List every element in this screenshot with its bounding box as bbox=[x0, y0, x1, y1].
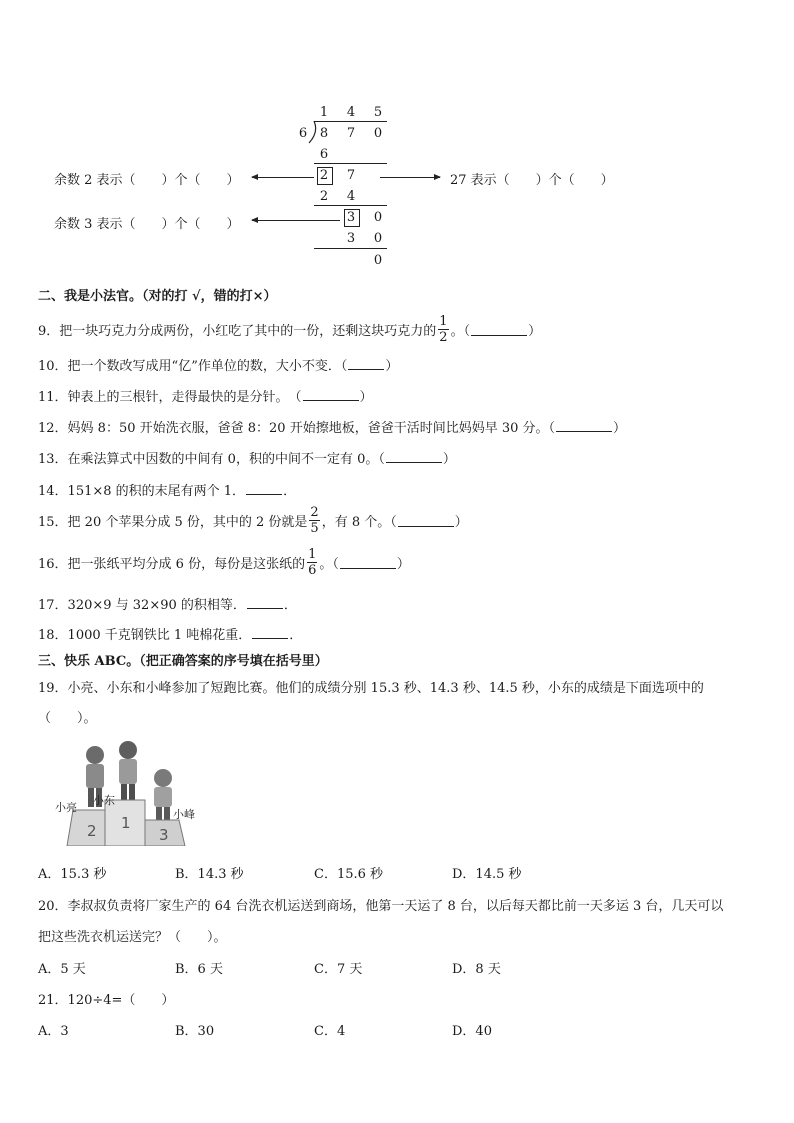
division-bar bbox=[314, 121, 387, 122]
remainder-digit: 3 bbox=[346, 210, 356, 225]
question-16: 16．把一张纸平均分成 6 份，每份是这张纸的 $\frac{1}{6}$ 。（ ） bbox=[38, 547, 410, 578]
kid-name: 小东 bbox=[93, 794, 115, 807]
dividend-digit: 8 bbox=[319, 126, 329, 141]
kid-name: 小峰 bbox=[173, 808, 195, 821]
quotient-digit: 1 bbox=[319, 105, 329, 120]
fraction: $\frac{1}{6}$ bbox=[308, 547, 317, 578]
step-line bbox=[314, 248, 387, 249]
answer-blank[interactable] bbox=[247, 596, 283, 609]
step-digit: 7 bbox=[346, 168, 356, 183]
divisor: 6 bbox=[298, 126, 308, 141]
section-heading: 三、快乐 ABC。（把正确答案的序号填在括号里） bbox=[38, 654, 328, 669]
option-d[interactable]: D．8 天 bbox=[452, 962, 501, 977]
label-27: 27 表示（ ）个（ ） bbox=[450, 173, 614, 188]
quotient-digit: 4 bbox=[346, 105, 356, 120]
podium-number: 1 bbox=[121, 814, 131, 832]
arrow-left-icon bbox=[252, 220, 340, 221]
podium-number: 3 bbox=[159, 826, 169, 844]
section-heading: 二、我是小法官。（对的打 √，错的打×） bbox=[38, 289, 277, 304]
option-d[interactable]: D．40 bbox=[452, 1024, 492, 1039]
option-a[interactable]: A．5 天 bbox=[38, 962, 86, 977]
step-digit: 2 bbox=[319, 189, 329, 204]
podium-number: 2 bbox=[87, 822, 97, 840]
answer-blank[interactable] bbox=[471, 323, 527, 336]
fraction: $\frac{2}{5}$ bbox=[310, 505, 319, 536]
step-digit: 4 bbox=[346, 189, 356, 204]
remainder-2-label: 余数 2 表示（ ）个（ ） bbox=[54, 173, 240, 188]
question-15: 15．把 20 个苹果分成 5 份，其中的 2 份就是 $\frac{2}{5}$ ，有 8 个。（ ） bbox=[38, 505, 468, 536]
step-digit: 6 bbox=[319, 147, 329, 162]
question-18: 18．1000 千克钢铁比 1 吨棉花重． ． bbox=[38, 628, 303, 643]
question-12: 12．妈妈 8：50 开始洗衣服，爸爸 8：20 开始擦地板，爸爸干活时间比妈妈早 30 分。（ ） bbox=[38, 421, 627, 436]
step-digit: 0 bbox=[373, 210, 383, 225]
question-14: 14．151×8 的积的末尾有两个 1． ． bbox=[38, 484, 297, 499]
answer-blank[interactable] bbox=[246, 482, 282, 495]
dividend-digit: 7 bbox=[346, 126, 356, 141]
answer-blank[interactable] bbox=[398, 514, 454, 527]
question-10: 10．把一个数改写成用“亿”作单位的数，大小不变．（ ） bbox=[38, 359, 399, 374]
answer-blank[interactable] bbox=[556, 419, 612, 432]
option-b[interactable]: B．14.3 秒 bbox=[175, 867, 244, 882]
option-c[interactable]: C．15.6 秒 bbox=[314, 867, 384, 882]
quotient-digit: 5 bbox=[373, 105, 383, 120]
answer-blank[interactable] bbox=[386, 450, 442, 463]
answer-blank[interactable] bbox=[340, 556, 396, 569]
question-21-line1: 21．120÷4=（ ） bbox=[38, 993, 175, 1008]
question-20-line2: 把这些洗衣机运送完？（ ）。 bbox=[38, 930, 227, 945]
question-9: 9．把一块巧克力分成两份，小红吃了其中的一份，还剩这块巧克力的 $\frac{1}{2}$ 。（ ） bbox=[38, 314, 542, 345]
fraction: $\frac{1}{2}$ bbox=[439, 314, 448, 345]
question-17: 17．320×9 与 32×90 的积相等． ． bbox=[38, 598, 297, 613]
step-line bbox=[314, 205, 387, 206]
dividend-digit: 0 bbox=[373, 126, 383, 141]
option-c[interactable]: C．4 bbox=[314, 1024, 346, 1039]
step-digit: 0 bbox=[373, 231, 383, 246]
option-b[interactable]: B．6 天 bbox=[175, 962, 223, 977]
question-20-line1: 20．李叔叔负责将厂家生产的 64 台洗衣机运送到商场，他第一天运了 8 台，以后每天都比前一天多运 3 台，几天可以 bbox=[38, 899, 724, 914]
division-bracket bbox=[306, 120, 318, 144]
option-a[interactable]: A．3 bbox=[38, 1024, 69, 1039]
remainder-3-label: 余数 3 表示（ ）个（ ） bbox=[54, 217, 240, 232]
option-d[interactable]: D．14.5 秒 bbox=[452, 867, 522, 882]
answer-blank[interactable] bbox=[303, 388, 359, 401]
answer-blank[interactable] bbox=[252, 626, 288, 639]
question-19-line1: 19．小亮、小东和小峰参加了短跑比赛。他们的成绩分别 15.3 秒、14.3 秒、14.5 秒，小东的成绩是下面选项中的 bbox=[38, 681, 704, 696]
question-13: 13．在乘法算式中因数的中间有 0，积的中间不一定有 0。（ ） bbox=[38, 452, 456, 467]
kid-name: 小亮 bbox=[55, 801, 77, 814]
option-b[interactable]: B．30 bbox=[175, 1024, 215, 1039]
question-19-line2: （ ）。 bbox=[38, 711, 97, 726]
question-11: 11．钟表上的三根针，走得最快的是分针。 （ ） bbox=[38, 390, 373, 405]
arrow-right-icon bbox=[380, 177, 440, 178]
final-remainder: 0 bbox=[373, 253, 383, 268]
option-c[interactable]: C．7 天 bbox=[314, 962, 363, 977]
step-digit: 3 bbox=[346, 231, 356, 246]
step-line bbox=[314, 163, 387, 164]
option-a[interactable]: A．15.3 秒 bbox=[38, 867, 107, 882]
answer-blank[interactable] bbox=[348, 357, 384, 370]
arrow-left-icon bbox=[252, 177, 314, 178]
podium-illustration bbox=[55, 738, 205, 846]
remainder-digit: 2 bbox=[319, 168, 329, 183]
